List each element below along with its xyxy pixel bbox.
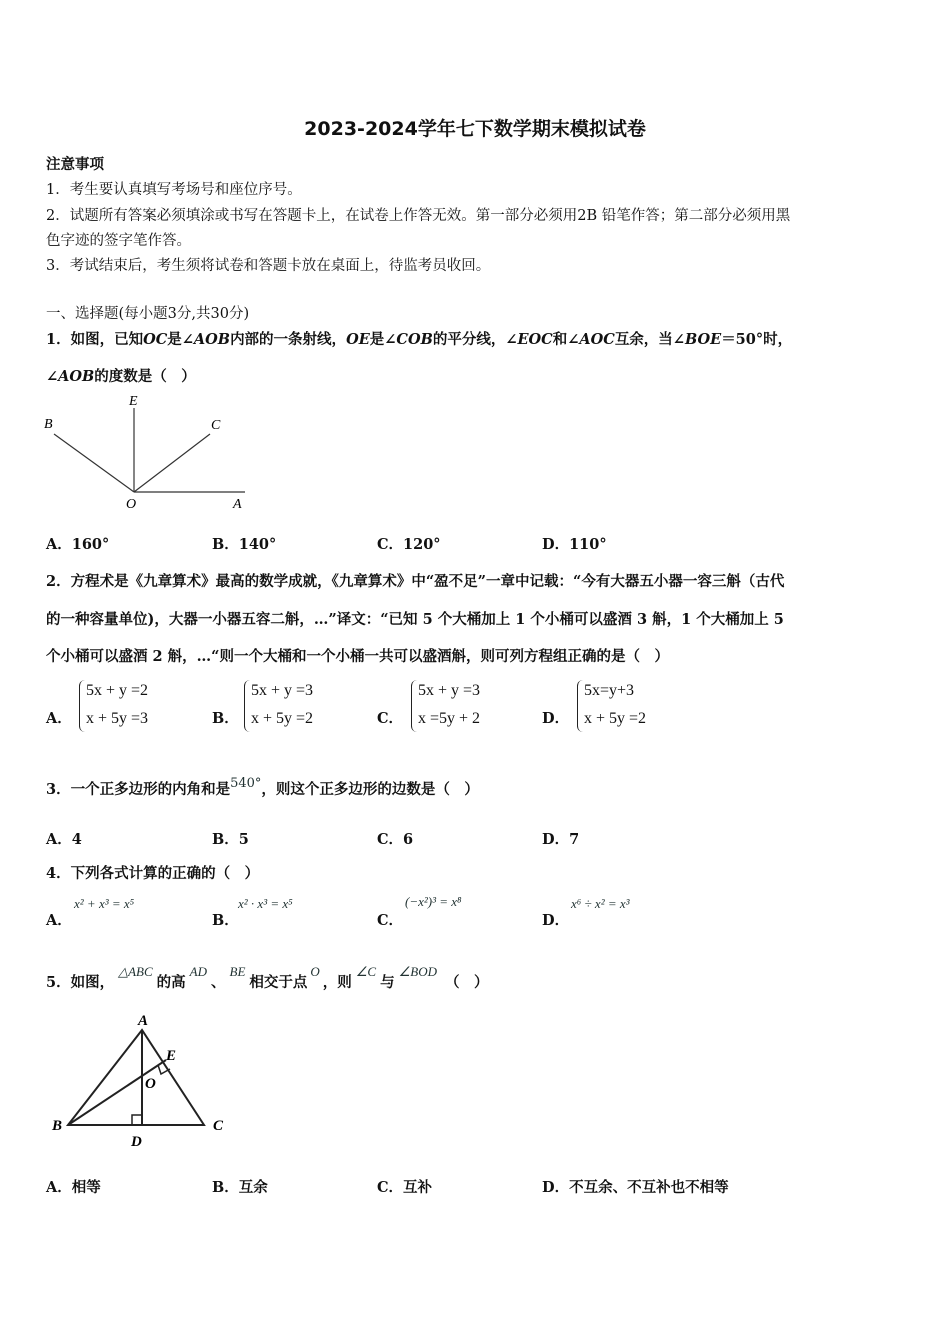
q2-option-a-label[interactable]: A． xyxy=(46,710,72,727)
q5-option-a[interactable]: A．相等 xyxy=(46,1179,101,1196)
q4-option-b-expr[interactable]: x² · x³ = x⁵ xyxy=(238,896,293,911)
q1-option-a[interactable]: A．160° xyxy=(46,536,110,553)
q4-option-d-label[interactable]: D． xyxy=(542,912,570,929)
q4-stem: 4．下列各式计算的正确的（ ） xyxy=(46,865,260,882)
point-label-d: D xyxy=(131,1134,142,1150)
q2-option-b-label[interactable]: B． xyxy=(212,710,239,727)
q1-stem-line2: ∠AOB的度数是（ ） xyxy=(46,368,196,385)
q3-option-c[interactable]: C．6 xyxy=(377,831,414,848)
notice-item: 1．考生要认真填写考场号和座位序号。 xyxy=(46,182,302,198)
q2-stem-line2: 的一种容量单位)，大器一小器五容二斛，…”译文：“已知 5 个大桶加上 1 个小桶可以盛酒 3 斛，1 个大桶加上 5 xyxy=(46,611,784,628)
q2-option-a-system[interactable]: 5x + y =2 x + 5y =3 xyxy=(86,682,149,727)
notice-heading: 注意事项 xyxy=(46,156,104,173)
q5-option-d[interactable]: D．不互余、不互补也不相等 xyxy=(542,1179,729,1196)
point-label-e: E xyxy=(166,1048,177,1064)
point-label-o: O xyxy=(145,1076,156,1092)
q5-option-b[interactable]: B．互余 xyxy=(212,1179,268,1196)
q1-stem-line1: 1．如图，已知OC是∠AOB内部的一条射线，OE是∠COB的平分线，∠EOC和∠AOC互余，当∠BOE＝50°时， xyxy=(46,331,793,348)
q3-stem: 3．一个正多边形的内角和是540°，则这个正多边形的边数是（ ） xyxy=(46,776,479,798)
q3-option-d[interactable]: D．7 xyxy=(542,831,580,848)
q1-option-c[interactable]: C．120° xyxy=(377,536,441,553)
q1-option-b[interactable]: B．140° xyxy=(212,536,277,553)
q2-option-d-label[interactable]: D． xyxy=(542,710,570,727)
q4-option-a-expr[interactable]: x² + x³ = x⁵ xyxy=(74,896,135,911)
q3-option-b[interactable]: B．5 xyxy=(212,831,249,848)
q5-triangle-figure xyxy=(48,1008,238,1153)
q4-option-a-label[interactable]: A． xyxy=(46,912,72,929)
q2-stem-line3: 个小桶可以盛酒 2 斛，…“则一个大桶和一个小桶一共可以盛酒斛，则可列方程组正确的是（ ） xyxy=(46,648,670,665)
q4-option-c-label[interactable]: C． xyxy=(377,912,404,929)
point-label-b: B xyxy=(52,1118,63,1134)
q2-option-c-system[interactable]: 5x + y =3 x =5y + 2 xyxy=(418,682,481,727)
q3-option-a[interactable]: A．4 xyxy=(46,831,82,848)
brace-icon xyxy=(577,680,584,732)
brace-icon xyxy=(411,680,418,732)
point-label-c: C xyxy=(213,1118,224,1134)
notice-item: 3．考试结束后，考生须将试卷和答题卡放在桌面上，待监考员收回。 xyxy=(46,258,491,274)
q2-option-d-system[interactable]: 5x=y+3 x + 5y =2 xyxy=(584,682,647,727)
point-label-c: C xyxy=(211,418,221,433)
brace-icon xyxy=(244,680,251,732)
point-label-a: A xyxy=(233,497,242,512)
q1-angle-figure xyxy=(40,390,255,515)
q4-option-b-label[interactable]: B． xyxy=(212,912,239,929)
q5-stem: 5．如图，△ABC的高AD、BE相交于点O，则∠C与∠BOD（ ） xyxy=(46,964,489,991)
q4-option-c-expr[interactable]: (−x²)³ = x⁸ xyxy=(405,894,462,909)
point-label-o: O xyxy=(126,497,137,512)
notice-item: 2．试题所有答案必须填涂或书写在答题卡上，在试卷上作答无效。第一部分必须用2B 铅笔作答；第二部分必须用黑 xyxy=(46,208,791,224)
section-heading: 一、选择题(每小题3分,共30分) xyxy=(46,306,250,322)
q2-option-c-label[interactable]: C． xyxy=(377,710,404,727)
q2-option-b-system[interactable]: 5x + y =3 x + 5y =2 xyxy=(251,682,314,727)
point-label-a: A xyxy=(138,1013,149,1029)
point-label-b: B xyxy=(44,417,53,432)
q1-option-d[interactable]: D．110° xyxy=(542,536,607,553)
q5-option-c[interactable]: C．互补 xyxy=(377,1179,433,1196)
q2-stem-line1: 2．方程术是《九章算术》最高的数学成就，《九章算术》中“盈不足”一章中记载：“今有大器五小器一容三斛（古代 xyxy=(46,573,785,590)
notice-item: 色字迹的签字笔作答。 xyxy=(46,233,191,249)
point-label-e: E xyxy=(129,394,138,409)
page-title: 2023-2024学年七下数学期末模拟试卷 xyxy=(304,118,646,140)
q4-option-d-expr[interactable]: x⁶ ÷ x² = x³ xyxy=(571,896,630,911)
brace-icon xyxy=(79,680,86,732)
